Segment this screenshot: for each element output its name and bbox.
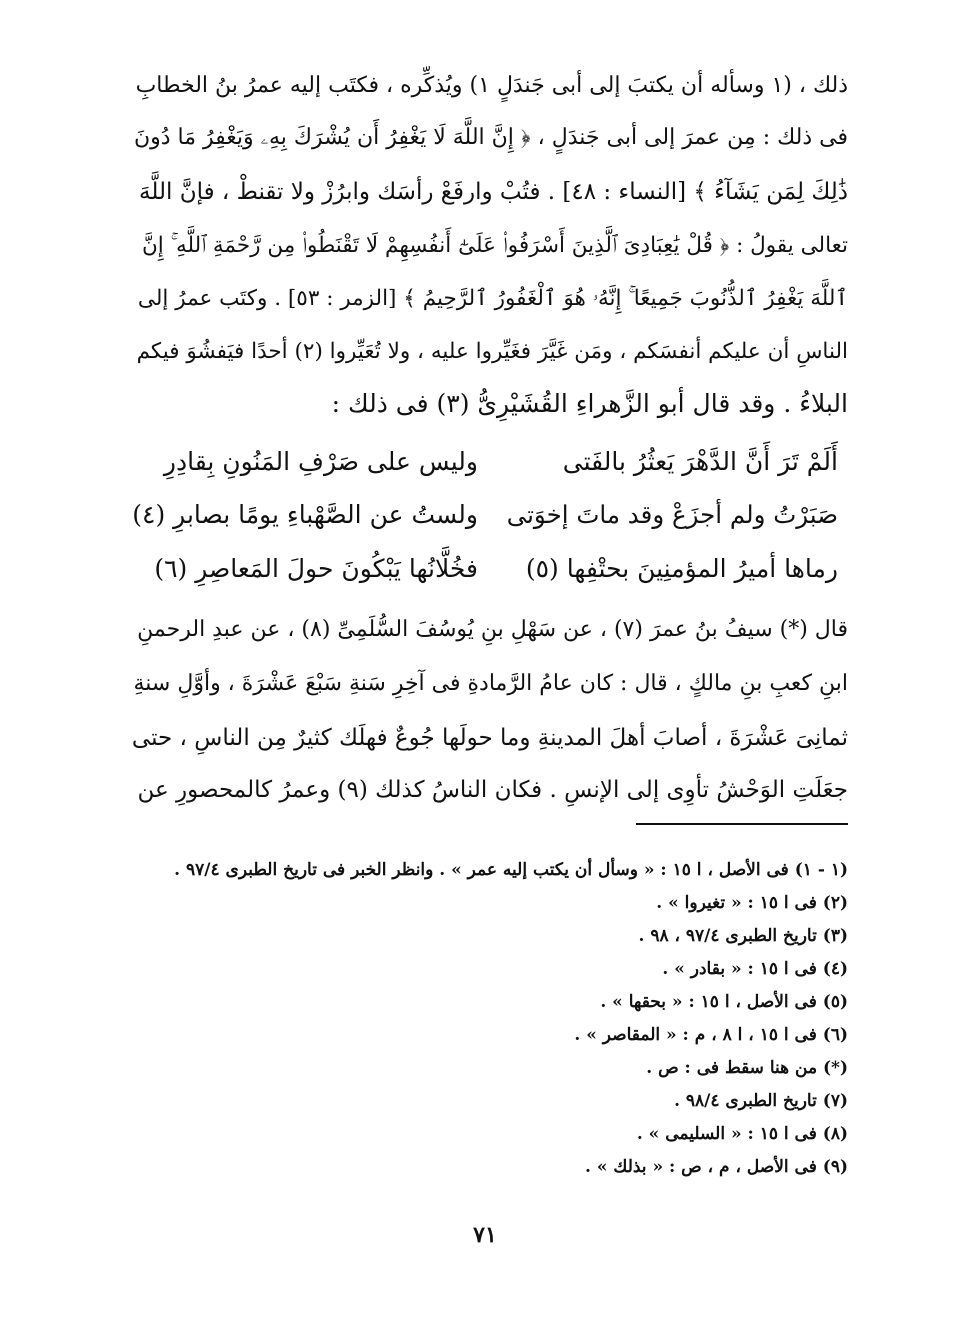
verse-first-hemistich: صَبَرْتُ ولم أجزَعْ وقد ماتَ إخوَتى [506,500,838,529]
footnote: (١ - ١) فى الأصل ، ا ١٥ : « وسأل أن يكتب إليه عمر » . وانظر الخبر فى تاريخ الطبرى ٩٧/٤ . [174,860,848,880]
text-line: جعَلَتِ الوَحْشُ تأوِى إلى الإنسِ . فكان الناسُ كذلك (٩) وعمرُ كالمحصورِ عن [137,777,848,803]
poem-verse [130,436,848,488]
verse-first-hemistich: رماها أميرُ المؤمنِينَ بحتْفِها (٥) [525,554,838,583]
footnote: (*) من هنا سقط فى : ص . [646,1058,848,1078]
verse-first-hemistich: أَلَمْ تَرَ أَنَّ الدَّهْرَ يَعثُرُ بالفَتى [562,447,838,476]
text-line: الناسِ أن عليكم أنفسَكم ، ومَن غَيَّرَ فغَيِّروا عليه ، ولا تُعَيِّروا (٢) أحدًا فيَفشُوَ فيكم [136,339,848,364]
verse-second-hemistich: وليس على صَرْفِ المَنُونِ بِقادِرِ [163,447,478,476]
footnote: (٣) تاريخ الطبرى ٩٧/٤ ، ٩٨ . [638,926,848,946]
footnote: (٧) تاريخ الطبرى ٩٨/٤ . [674,1091,848,1111]
text-line: قال (*) سيفُ بنُ عمرَ (٧) ، عن سَهْلِ بنِ يُوسُفَ السُّلَمِىِّ (٨) ، عن عبدِ الرحمنِ [137,617,848,642]
footnote-divider [636,823,848,825]
verse-second-hemistich: فخُلَّانُها يَبْكُونَ حولَ المَعاصِرِ (٦) [154,554,478,583]
footnote: (٦) فى ا ١٥ ، ا ٨ ، م : « المقاصر » . [574,1025,848,1045]
footnote: (٩) فى الأصل ، م ، ص : « بذلك » . [584,1157,848,1177]
footnote: (٢) فى ا ١٥ : « تغيروا » . [656,893,848,913]
page-number: ٧١ [473,1222,497,1248]
text-line: ثمانِىَ عَشْرَةَ ، أصابَ أهلَ المدينةِ وما حولَها جُوعٌ فهلَك كثيرٌ مِن الناسِ ، حتى [131,725,848,751]
text-line: تعالى يقولُ : ﴿ قُلْ يَٰعِبَادِىَ ٱلَّذِينَ أَسْرَفُوا۟ عَلَىٰٓ أَنفُسِهِمْ لَا تَقْنَطُوا۟ مِن رَّحْمَةِ ٱللَّهِ ۚ إِنَّ [141,233,848,258]
footnote: (٨) فى ا ١٥ : « السليمى » . [636,1124,848,1144]
footnote: (٥) فى الأصل ، ا ١٥ : « بحقها » . [600,992,848,1012]
poem-verse [130,489,848,541]
text-line: ذَٰلِكَ لِمَن يَشَآءُ ﴾ [النساء : ٤٨] . فتُبْ وارفَعْ رأسَك وابرُزْ ولا تقنطْ ، فإنَّ اللَّهَ [139,179,848,205]
footnote: (٤) فى ا ١٥ : « بقادر » . [662,959,848,979]
text-line: ذلك ، (١ وسأله أن يكتبَ إلى أبى جَندَلٍ ١) ويُذكِّره ، فكتَب إليه عمرُ بنُ الخطابِ [135,73,848,98]
text-line: البلاءُ . وقد قال أبو الزَّهراءِ القُشَيْرِىُّ (٣) فى ذلك : [331,389,848,418]
text-line: ابنِ كعبِ بنِ مالكٍ ، قال : كان عامُ الرَّمادةِ فى آخِرِ سَنةِ سَبْعَ عَشْرَةَ ، وأوَّلِ سنةِ [133,671,848,696]
text-line: ٱللَّهَ يَغْفِرُ ٱلذُّنُوبَ جَمِيعًا ۚ إِنَّهُۥ هُوَ ٱلْغَفُورُ ٱلرَّحِيمُ ﴾ [الزمر : ٥٣] . وكتَب عمرُ إلى [137,286,848,311]
poem-verse [130,543,848,595]
text-line: فى ذلك : مِن عمرَ إلى أبى جَندَلٍ ، ﴿ إِنَّ اللَّهَ لَا يَغْفِرُ أَن يُشْرَكَ بِهِۦ وَيَغْفِرُ مَا دُونَ [133,125,848,150]
verse-second-hemistich: ولستُ عن الصَّهْباءِ يومًا بصابرِ (٤) [132,500,478,529]
